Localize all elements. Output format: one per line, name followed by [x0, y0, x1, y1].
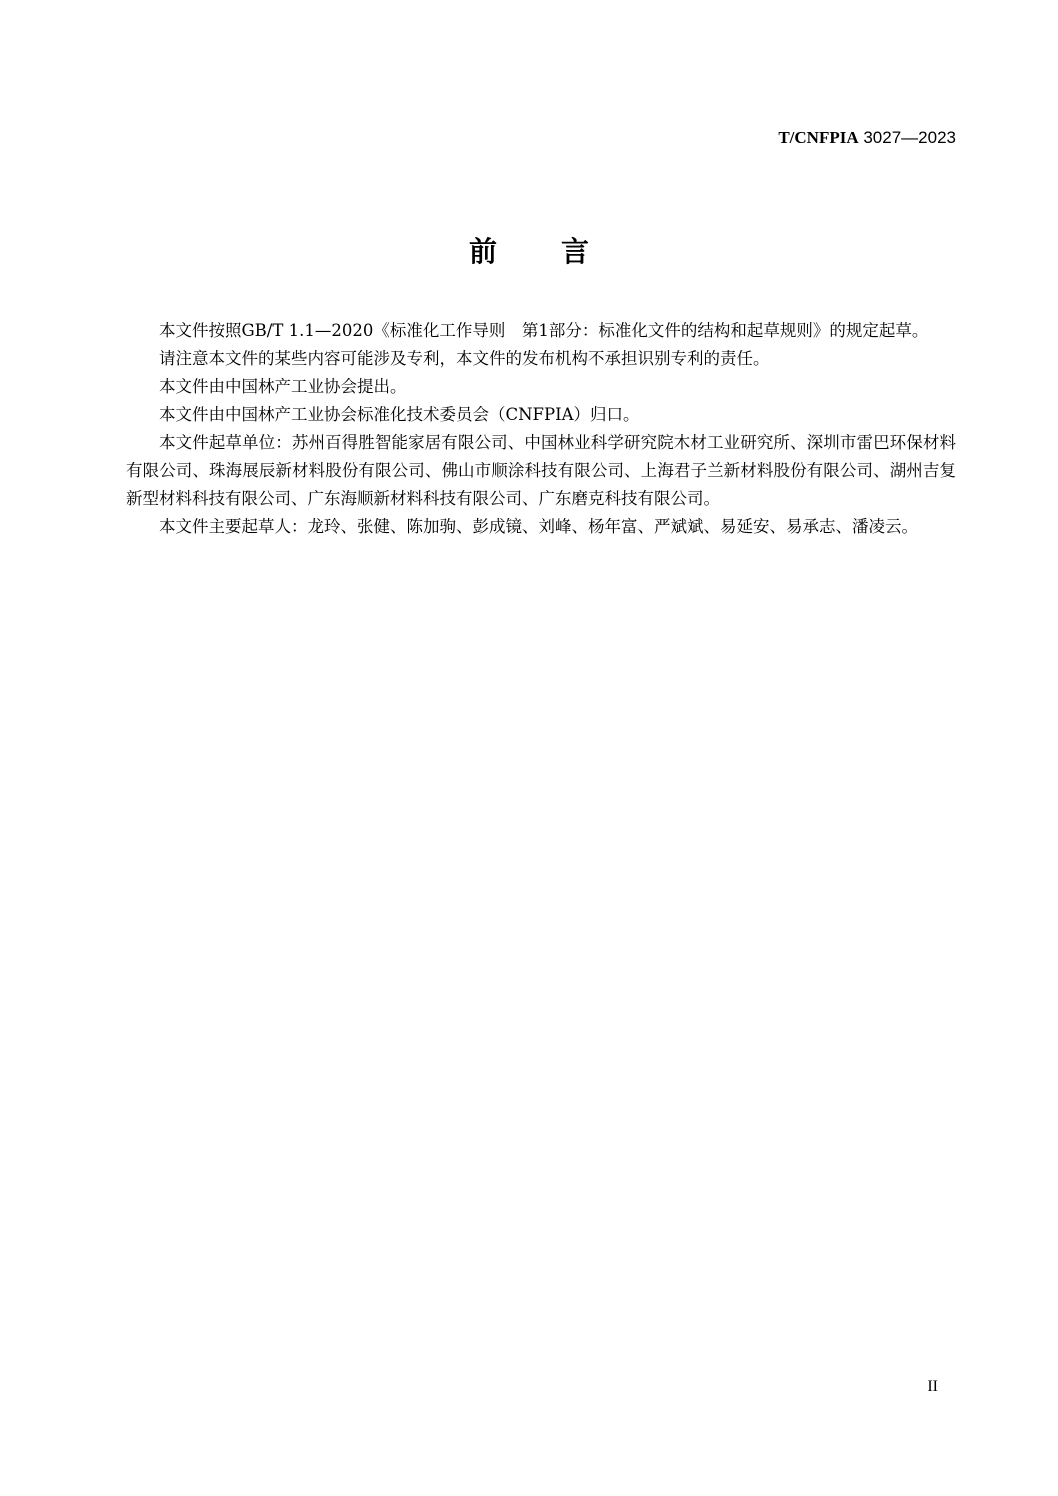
page-number: II: [927, 1378, 938, 1395]
paragraph-patent-notice: 请注意本文件的某些内容可能涉及专利，本文件的发布机构不承担识别专利的责任。: [159, 349, 770, 368]
document-code-number: 3027—2023: [858, 128, 956, 147]
paragraph-main-drafters: 本文件主要起草人：龙玲、张健、陈加驹、彭成镜、刘峰、杨年富、严斌斌、易延安、易承志、潘凌云。: [159, 517, 918, 536]
foreword-body: [126, 317, 956, 541]
page-title: 前言: [468, 235, 653, 268]
paragraph-proposed-by: 本文件由中国林产工业协会提出。: [159, 377, 407, 396]
paragraph-drafting-rules: 本文件按照GB/T 1.1—2020《标准化工作导则 第1部分：标准化文件的结构和起草规则》的规定起草。: [159, 321, 929, 340]
document-code: [778, 128, 956, 148]
document-code-prefix: T/CNFPIA: [778, 128, 859, 147]
paragraph-drafting-units: 本文件起草单位：苏州百得胜智能家居有限公司、中国林业科学研究院木材工业研究所、深圳市雷巴环保材料有限公司、珠海展辰新材料股份有限公司、佛山市顺涂科技有限公司、上海君子兰新材料股份有限公司、湖州吉复新型材料科技有限公司、广东海顺新材料科技有限公司、广东磨克科技有限公司。: [126, 433, 956, 508]
paragraph-administered-by: 本文件由中国林产工业协会标准化技术委员会（CNFPIA）归口。: [159, 405, 640, 424]
